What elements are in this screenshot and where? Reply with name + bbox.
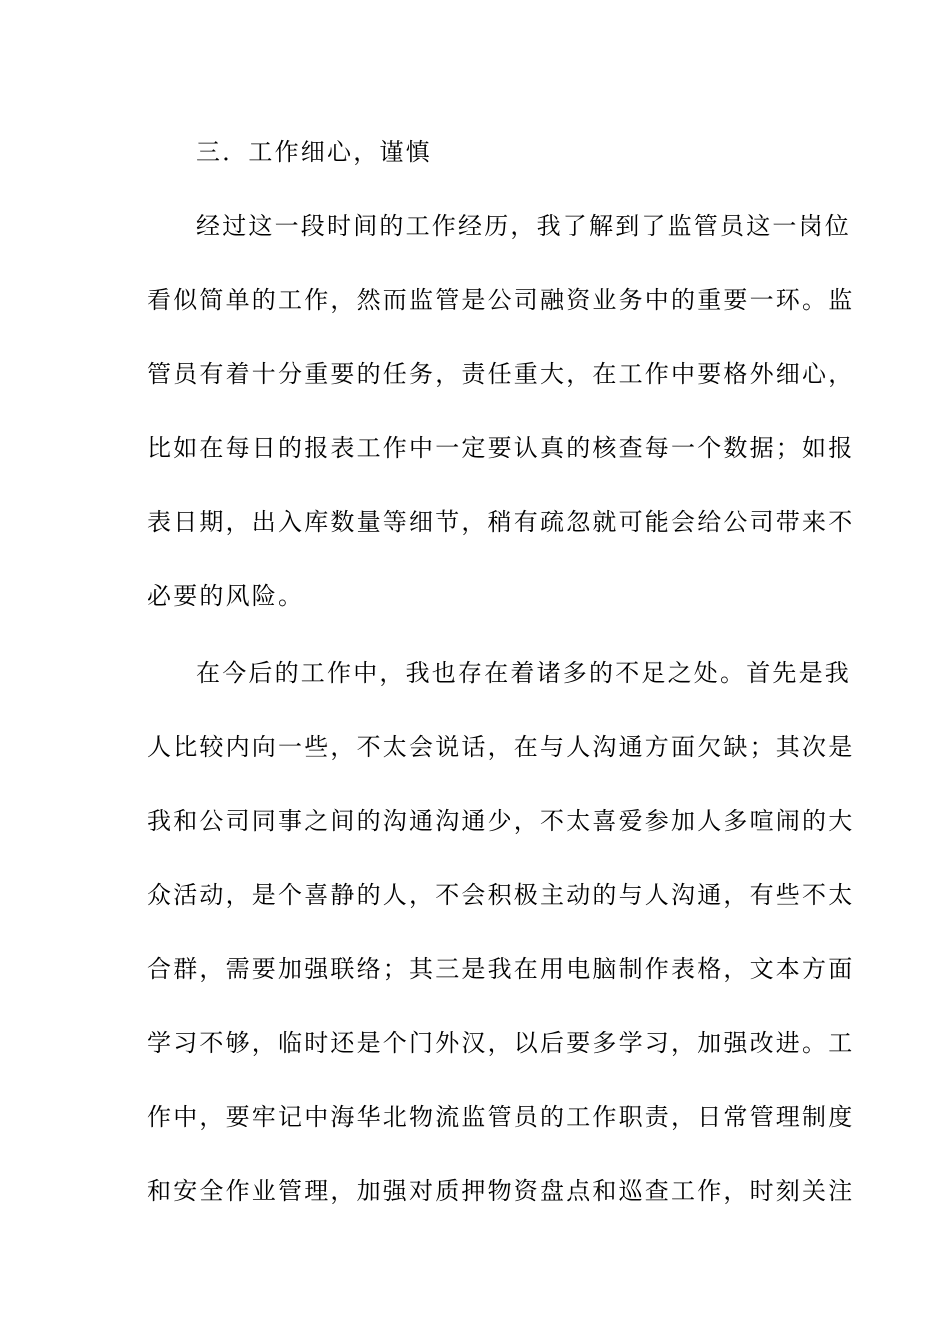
paragraph2-line-3: 我和公司同事之间的沟通沟通少，不太喜爱参加人多喧闹的大 (147, 807, 855, 835)
paragraph2-line-1: 在今后的工作中，我也存在着诸多的不足之处。首先是我 (196, 659, 851, 687)
paragraph2-line-5: 合群，需要加强联络；其三是我在用电脑制作表格，文本方面 (147, 955, 855, 983)
paragraph2-line-7: 作中，要牢记中海华北物流监管员的工作职责，日常管理制度 (147, 1103, 855, 1131)
paragraph2-line-4: 众活动，是个喜静的人，不会积极主动的与人沟通，有些不太 (147, 881, 855, 909)
section-heading: 三．工作细心，谨慎 (196, 138, 432, 166)
paragraph1-line-3: 管员有着十分重要的任务，责任重大，在工作中要格外细心， (147, 360, 855, 388)
paragraph1-line-2: 看似简单的工作，然而监管是公司融资业务中的重要一环。监 (147, 286, 855, 314)
paragraph1-line-5: 表日期，出入库数量等细节，稍有疏忽就可能会给公司带来不 (147, 508, 855, 536)
paragraph1-line-4: 比如在每日的报表工作中一定要认真的核查每一个数据；如报 (147, 434, 855, 462)
paragraph1-line-6: 必要的风险。 (147, 582, 305, 610)
paragraph2-line-2: 人比较内向一些，不太会说话，在与人沟通方面欠缺；其次是 (147, 733, 855, 761)
paragraph1-line-1: 经过这一段时间的工作经历，我了解到了监管员这一岗位 (196, 212, 851, 240)
paragraph2-line-8: 和安全作业管理，加强对质押物资盘点和巡查工作，时刻关注 (147, 1177, 855, 1205)
paragraph2-line-6: 学习不够，临时还是个门外汉，以后要多学习，加强改进。工 (147, 1029, 855, 1057)
